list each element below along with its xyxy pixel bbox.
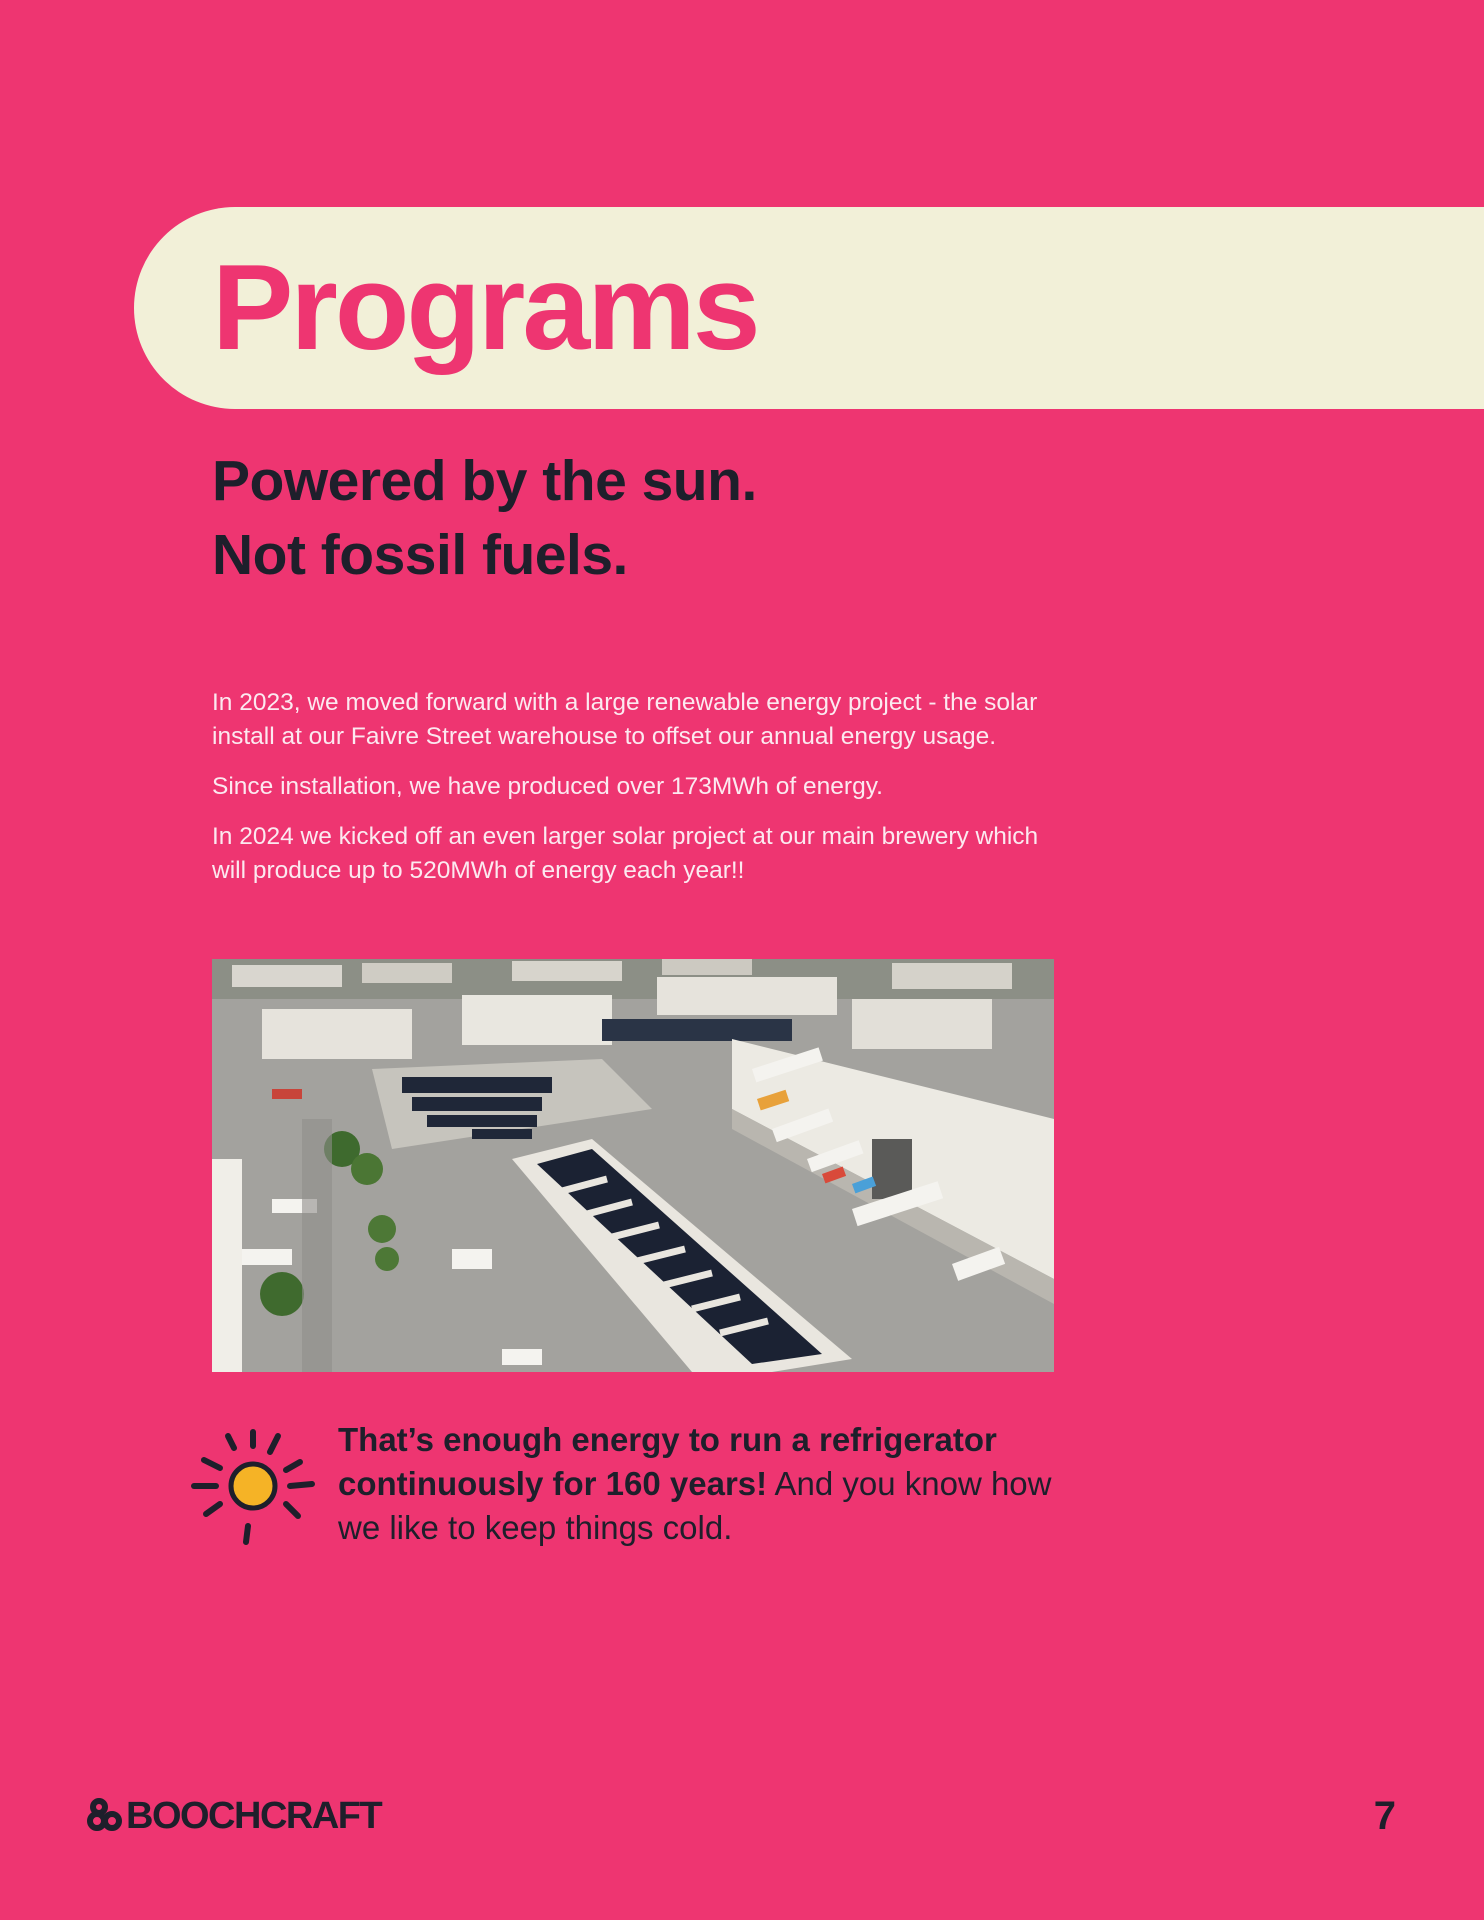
body-text [212,686,1072,904]
subheading-line-2: Not fossil fuels. [212,523,628,587]
aerial-solar-warehouse-photo [212,959,1054,1372]
callout-text [338,1418,1078,1550]
page-number: 7 [1373,1794,1396,1838]
callout-regular-text: And you know how we like to keep things cold. [338,1465,1052,1546]
subheading-line-1: Powered by the sun. [212,449,757,513]
callout-bold-text: That’s enough energy to run a refrigerator continuously for 160 years! [338,1421,997,1502]
ampersand-logo-icon [86,1796,122,1837]
brand-name: BOOCHCRAFT [126,1795,382,1837]
body-paragraph-1: In 2023, we moved forward with a large renewable energy project - the solar install at our Faivre Street warehouse to offset our annual energy usage. [212,689,1038,750]
page-title: Programs [212,239,758,375]
body-paragraph-2: Since installation, we have produced over 173MWh of energy. [212,773,883,800]
subheading [212,444,1112,592]
title-banner [134,207,1484,409]
body-paragraph-3: In 2024 we kicked off an even larger solar project at our main brewery which will produce up to 520MWh of energy each year!! [212,823,1039,884]
sun-icon [186,1424,320,1548]
footer-logo [86,1794,381,1838]
